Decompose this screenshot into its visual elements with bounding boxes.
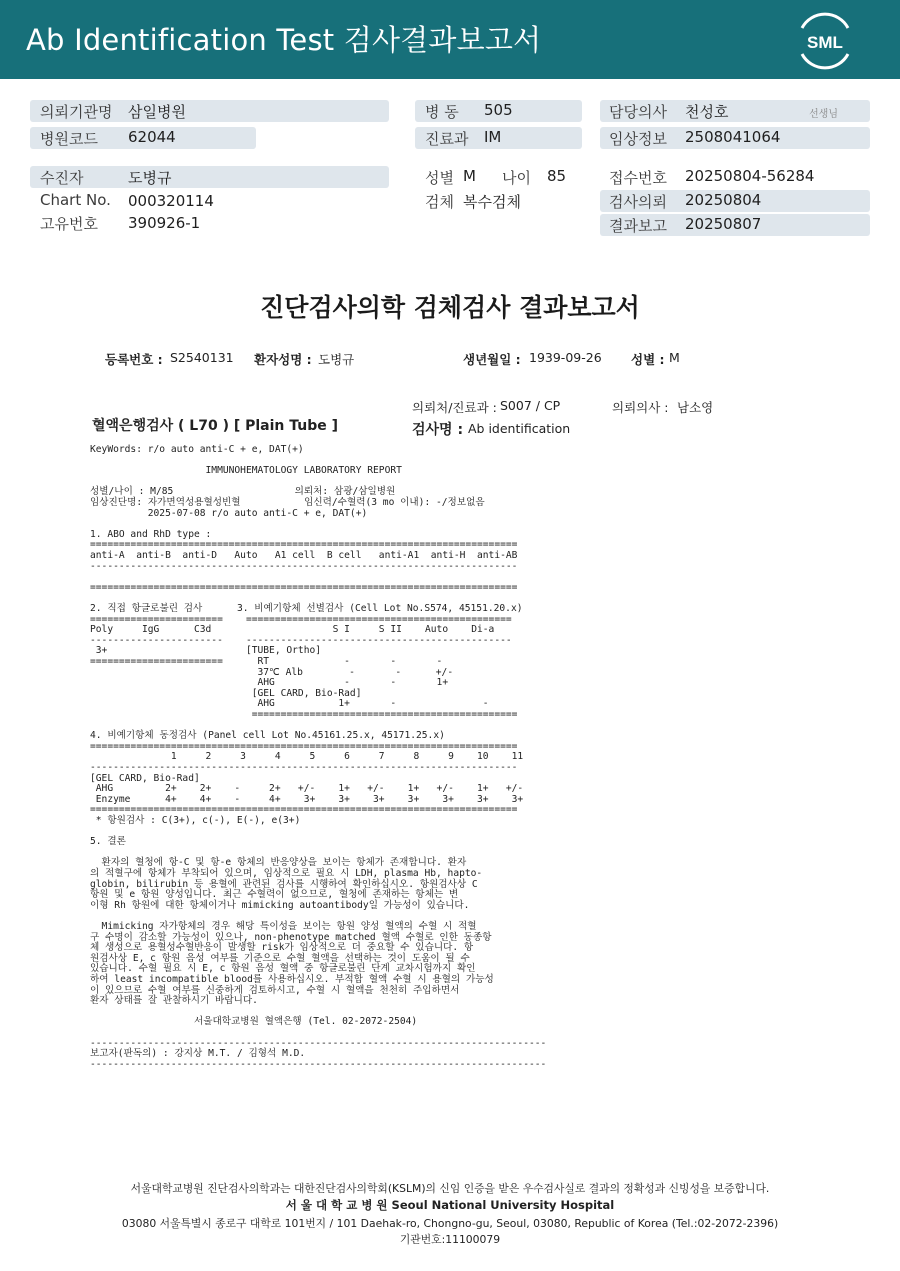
logo-text: SML [807, 33, 843, 52]
clinical-info-value: 2508041064 [685, 128, 781, 146]
report-line: 환자 상태를 잘 관찰하시기 바랍니다. [90, 995, 258, 1007]
age-value: 85 [547, 167, 567, 185]
pill-patient [30, 166, 389, 188]
report-line: anti-A anti-B anti-D Auto A1 cell B cell anti-A1 anti-H anti-AB [90, 550, 518, 561]
dept-value: S007 / CP [500, 398, 561, 413]
report-line: 2. 직접 항글로불린 검사 3. 비예기항체 선별검사 (Cell Lot No.S574, 45151.20.x) [90, 603, 523, 614]
report-sex-value: M [669, 350, 680, 365]
institution-label: 의뢰기관명 [40, 103, 113, 121]
specimen-value: 복수검체 [463, 193, 521, 211]
dob-label: 생년월일 : [463, 352, 521, 367]
report-line: [GEL CARD, Bio-Rad] [90, 772, 200, 784]
ward-value: 505 [484, 101, 513, 119]
report-line: ========================================================================== [90, 804, 518, 816]
report-line: 항원 및 e 항원 양성입니다. 최근 수혈력이 없으므로, 혈청에 존재하는 항체는 변 [90, 889, 459, 901]
report-line: Poly IgG C3d S I S II Auto Di-a [90, 624, 495, 636]
report-line: -------------------------------------------------------------------------- [90, 560, 518, 572]
report-line: globin, bilirubin 등 용혈에 관련된 검사를 시행하여 확인하십시오. 항원검사상 C [90, 878, 478, 890]
report-line: ======================= ============================================== [90, 613, 512, 625]
receipt-no-label: 접수번호 [609, 169, 667, 187]
receipt-no-value: 20250804-56284 [685, 167, 815, 185]
sex-label: 성별 [425, 169, 454, 187]
report-line: KeyWords: r/o auto anti-C + e, DAT(+) [90, 444, 304, 455]
test-label: 검사명 : [412, 422, 464, 438]
report-line: AHG 1+ - - [90, 698, 489, 710]
doctor-value: 천성호 [685, 103, 729, 121]
doctor-label: 담당의사 [609, 103, 667, 121]
report-line: 이 있으므로 수혈 여부를 신중하게 검토하시고, 수혈 시 혈액을 천천히 주입하면서 [90, 984, 460, 996]
page-title: Ab Identification Test 검사결과보고서 [26, 23, 542, 57]
report-line: 2025-07-08 r/o auto anti-C + e, DAT(+) [90, 507, 368, 519]
age-label: 나이 [502, 169, 531, 187]
report-line: 이형 Rh 항원에 대한 항체이거나 mimicking autoantibody일 가능성이 있습니다. [90, 899, 470, 911]
report-line: -------------------------------------------------------------------------- [90, 762, 518, 773]
footer-org-no: 기관번호:11100079 [399, 1233, 501, 1246]
report-title: 진단검사의학 검체검사 결과보고서 [260, 293, 640, 322]
report-line: ======================= RT - - - [90, 656, 443, 667]
report-line: 하여 least incompatible blood를 사용하십시오. 부적합 혈액 수혈 시 용혈의 가능성 [90, 974, 494, 985]
report-line: AHG - - 1+ [90, 677, 449, 689]
header-bar [0, 0, 900, 79]
sml-logo [794, 10, 856, 72]
report-line: 임상진단명: 자가면역성용혈성빈혈 임신력/수혈력(3 mo 이내): -/정보없음 [90, 497, 485, 508]
report-line: 37℃ Alb - - +/- [90, 666, 454, 678]
request-date-label: 검사의뢰 [609, 193, 667, 211]
footer-address: 03080 서울특별시 종로구 대학로 101번지 / 101 Daehak-ro, Chongno-gu, Seoul, 03080, Republic of Korea (Tel.:02-2072-2396) [121, 1217, 779, 1230]
dob-value: 1939-09-26 [529, 350, 602, 365]
reg-value: S2540131 [170, 350, 234, 365]
report-line: 있습니다. 수혈 필요 시 E, c 항원 음성 혈액 중 항글로불린 단계 교차시험까지 확인 [90, 963, 476, 975]
reg-label: 등록번호 : [105, 352, 163, 367]
patient-value: 도병규 [128, 169, 172, 187]
report-line: [GEL CARD, Bio-Rad] [90, 687, 362, 699]
report-date-value: 20250807 [685, 215, 762, 233]
ref-doctor-value: 남소영 [677, 400, 714, 415]
report-line: 1. ABO and RhD type : [90, 528, 212, 540]
hospital-code-label: 병원코드 [40, 130, 98, 148]
specimen-label: 검체 [425, 193, 454, 211]
report-line: ========================================================================== [90, 581, 518, 593]
report-line: Mimicking 자가항체의 경우 해당 특이성을 보이는 항원 양성 혈액의 수혈 시 적혈 [90, 921, 477, 932]
report-line: ----------------------- ---------------------------------------------- [90, 634, 512, 646]
report-line: 성별/나이 : M/85 의뢰처: 삼광/삼일병원 [90, 486, 396, 498]
report-line: 체 생성으로 용혈성수혈반응이 발생할 risk가 임상적으로 더 중요할 수 있습니다. 항 [90, 942, 474, 954]
request-date-value: 20250804 [685, 191, 762, 209]
report-date-label: 결과보고 [609, 217, 667, 235]
doctor-suffix: 선생님 [809, 109, 838, 120]
unique-no-value: 390926-1 [128, 214, 201, 232]
report-line: Enzyme 4+ 4+ - 4+ 3+ 3+ 3+ 3+ 3+ 3+ 3+ [90, 793, 524, 805]
report-line: * 항원검사 : C(3+), c(-), E(-), e(3+) [90, 815, 301, 826]
chart-no-label: Chart No. [40, 191, 111, 209]
report-line: IMMUNOHEMATOLOGY LABORATORY REPORT [90, 465, 402, 477]
department-label: 진료과 [425, 130, 469, 148]
exam-title: 혈액은행검사 ( L70 ) [ Plain Tube ] [92, 418, 339, 434]
report-sex-label: 성별 : [631, 352, 665, 367]
footer-hospital: 서 울 대 학 교 병 원 Seoul National University Hospital [285, 1198, 615, 1212]
unique-no-label: 고유번호 [40, 215, 98, 233]
clinical-info-label: 임상정보 [609, 130, 667, 148]
report-line: AHG 2+ 2+ - 2+ +/- 1+ +/- 1+ +/- 1+ +/- [90, 783, 524, 795]
report-line: ------------------------------------------------------------------------------- [90, 1037, 547, 1049]
name-value: 도병규 [318, 352, 355, 367]
ward-label: 병 동 [425, 103, 459, 121]
ref-doctor-label: 의뢰의사 : [612, 400, 669, 415]
test-value: Ab identification [468, 421, 571, 436]
report-line: 의 적혈구에 항체가 부착되어 있으며, 임상적으로 필요 시 LDH, plasma Hb, hapto- [90, 868, 483, 879]
report-line: 3+ [TUBE, Ortho] [90, 645, 322, 657]
report-line: ========================================================================== [90, 539, 518, 551]
report-line: ------------------------------------------------------------------------------- [90, 1058, 547, 1070]
report-line: 1 2 3 4 5 6 7 8 9 10 11 [90, 751, 524, 763]
department-value: IM [484, 128, 502, 146]
report-line: 5. 결론 [90, 836, 126, 848]
dept-label: 의뢰처/진료과 : [412, 400, 497, 415]
report-line: 원검사상 E, c 항원 음성 여부를 기준으로 수혈 혈액을 선택하는 것이 도움이 될 수 [90, 952, 470, 964]
report-line: 구 수명이 감소할 가능성이 있으나, non-phenotype matched 혈액 수혈로 인한 동종항 [90, 931, 492, 943]
report-line: 4. 비예기항체 동정검사 (Panel cell Lot No.45161.25.x, 45171.25.x) [90, 730, 445, 742]
patient-label: 수진자 [40, 169, 84, 187]
report-line: 서울대학교병원 혈액은행 (Tel. 02-2072-2504) [90, 1016, 418, 1028]
institution-value: 삼일병원 [128, 103, 186, 121]
name-label: 환자성명 : [254, 352, 312, 367]
report-line: 보고자(판독의) : 강지상 M.T. / 김형석 M.D. [90, 1048, 306, 1060]
hospital-code-value: 62044 [128, 128, 176, 146]
report-line: ========================================================================== [90, 740, 518, 752]
report-line: 환자의 혈청에 항-C 및 항-e 항체의 반응양상을 보이는 항체가 존재합니다. 환자 [90, 857, 467, 869]
chart-no-value: 000320114 [128, 192, 214, 210]
report-line: ============================================== [90, 709, 518, 720]
sex-value: M [463, 167, 476, 185]
footer-cert: 서울대학교병원 진단검사의학과는 대한진단검사의학회(KSLM)의 신임 인증을 받은 우수검사실로 결과의 정확성과 신빙성을 보증합니다. [130, 1182, 770, 1195]
